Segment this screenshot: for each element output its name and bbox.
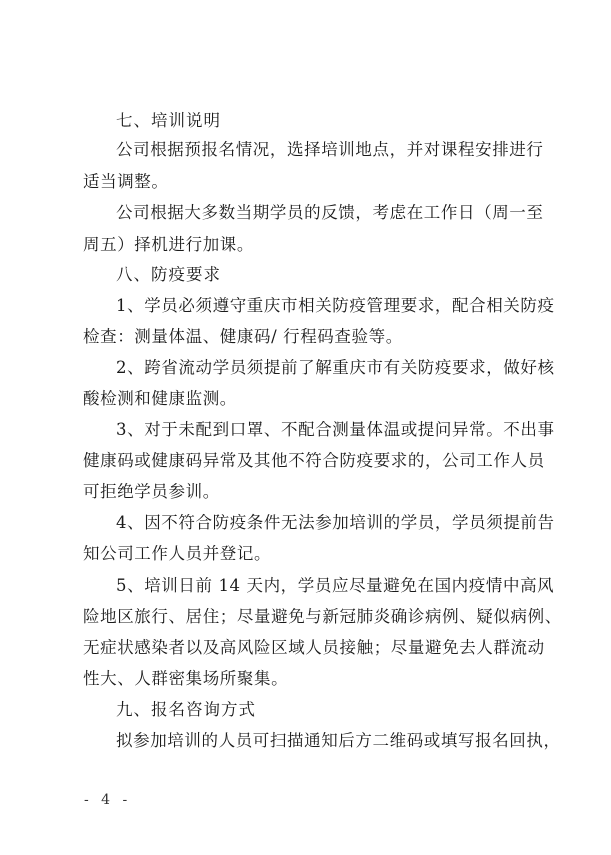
paragraph-line: 酸检测和健康监测。: [83, 389, 237, 408]
paragraph-line: 4、因不符合防疫条件无法参加培训的学员，学员须提前告: [116, 513, 555, 532]
paragraph-line: 性大、人群密集场所聚集。: [83, 669, 289, 688]
paragraph-line: 无症状感染者以及高风险区域人员接触；尽量避免去人群流动: [83, 638, 545, 657]
paragraph-line: 公司根据预报名情况，选择培训地点，并对课程安排进行: [116, 140, 544, 159]
paragraph-line: 健康码或健康码异常及其他不符合防疫要求的，公司工作人员: [83, 451, 545, 470]
paragraph-line: 知公司工作人员并登记。: [83, 544, 272, 563]
section-heading-epidemic-requirements: 八、防疫要求: [116, 265, 221, 284]
paragraph-line: 2、跨省流动学员须提前了解重庆市有关防疫要求，做好核: [116, 358, 555, 377]
paragraph-line: 5、培训日前 14 天内，学员应尽量避免在国内疫情中高风: [116, 576, 555, 595]
page-number: - 4 -: [84, 792, 132, 808]
paragraph-line: 公司根据大多数当期学员的反馈，考虑在工作日（周一至: [116, 203, 544, 222]
paragraph-line: 可拒绝学员参训。: [83, 482, 220, 501]
paragraph-line: 检查：测量体温、健康码/ 行程码查验等。: [83, 327, 403, 346]
paragraph-line: 适当调整。: [83, 172, 169, 191]
paragraph-line: 拟参加培训的人员可扫描通知后方二维码或填写报名回执，: [116, 731, 561, 750]
paragraph-line: 1、学员必须遵守重庆市相关防疫管理要求，配合相关防疫: [116, 296, 555, 315]
section-heading-registration-inquiry: 九、报名咨询方式: [116, 700, 256, 719]
paragraph-line: 周五）择机进行加课。: [83, 235, 254, 254]
section-heading-training-notes: 七、培训说明: [116, 111, 221, 130]
paragraph-line: 险地区旅行、居住；尽量避免与新冠肺炎确诊病例、疑似病例、: [83, 607, 562, 626]
paragraph-line: 3、对于未配到口罩、不配合测量体温或提问异常。不出事: [116, 420, 555, 439]
